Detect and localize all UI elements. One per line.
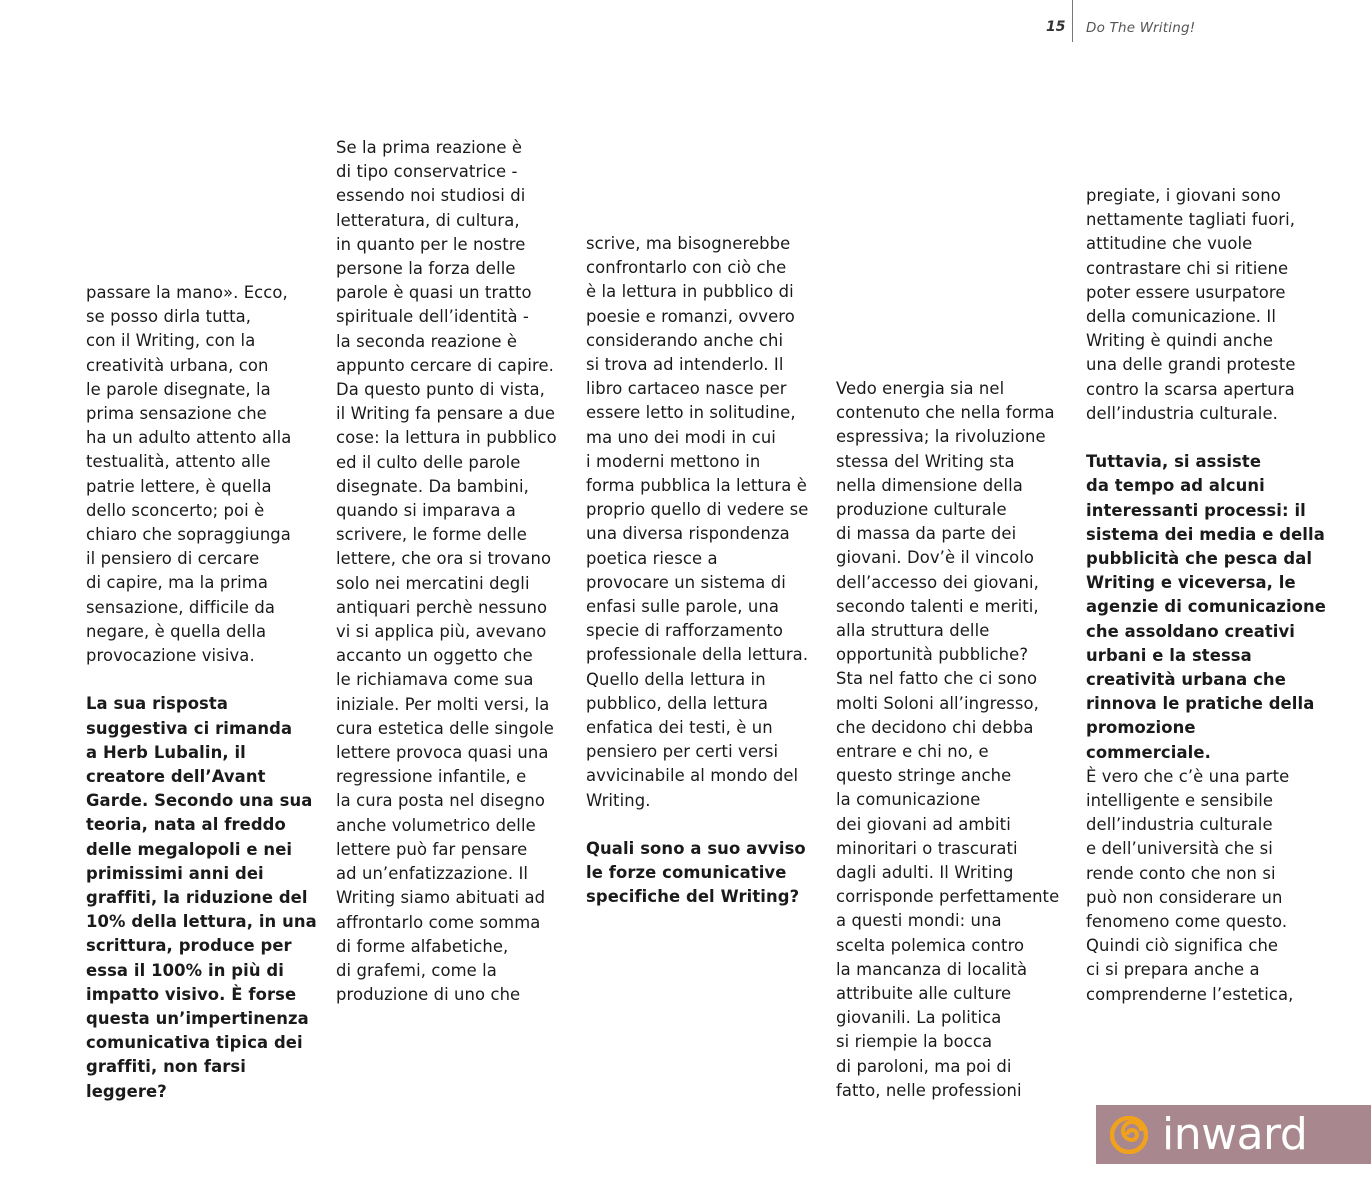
text-column-1: [86, 281, 326, 1104]
paragraph: pregiate, i giovani sono nettamente tagliati fuori, attitudine che vuole contrastare chi si ritiene poter essere usurpatore della comunicazione. Il Writing è quindi anche una delle grandi proteste contro la scarsa apertura dell’industria culturale.: [1086, 186, 1296, 423]
logo-wordmark: inward: [1162, 1109, 1308, 1160]
page-number: 15: [1046, 19, 1066, 35]
paragraph: passare la mano». Ecco, se posso dirla tutta, con il Writing, con la creatività urbana, con le parole disegnate, la prima sensazione che ha un adulto attento alla testualità, attento alle patrie lettere, è quella dello sconcerto; poi è chiaro che sopraggiunga il pensiero di cercare di capire, ma la prima sensazione, difficile da negare, è quella della provocazione visiva.: [86, 283, 292, 666]
interview-question: Quali sono a suo avviso le forze comunicative specifiche del Writing?: [586, 839, 806, 907]
page-header: [1040, 0, 1340, 42]
text-column-2: [336, 136, 576, 1007]
paragraph: Se la prima reazione è di tipo conservatrice - essendo noi studiosi di letteratura, di cultura, in quanto per le nostre persone la forza delle parole è quasi un tratto spirituale dell’identità - la seconda reazione è appunto cercare di capire. Da questo punto di vista, il Writing fa pensare a due cose: la lettura in pubblico ed il culto delle parole disegnate. Da bambini, quando si imparava a scrivere, le forme delle lettere, che ora si trovano solo nei mercatini degli antiquari perchè nessuno vi si applica più, avevano accanto un oggetto che le richiamava come sua iniziale. Per molti versi, la cura estetica delle singole lettere provoca quasi una regressione infantile, e la cura posta nel disegno anche volumetrico delle lettere può far pensare ad un’enfatizzazione. Il Writing siamo abituati ad affrontarlo come somma di forme alfabetiche, di grafemi, come la produzione di uno che: [336, 138, 557, 1005]
inward-logo: [1096, 1105, 1371, 1164]
running-title: Do The Writing!: [1086, 20, 1196, 36]
interview-question: Tuttavia, si assiste da tempo ad alcuni interessanti processi: il sistema dei media e della pubblicità che pesca dal Writing e viceversa, le agenzie di comunicazione che assoldano creativi urbani e la stessa creatività urbana che rinnova le pratiche della promozione commerciale.: [1086, 452, 1327, 762]
paragraph: È vero che c’è una parte intelligente e sensibile dell’industria culturale e dell’università che si rende conto che non si può non considerare un fenomeno come questo. Quindi ciò significa che ci si prepara anche a comprenderne l’estetica,: [1086, 766, 1294, 1004]
text-column-4: [836, 377, 1076, 1103]
text-column-3: [586, 232, 826, 910]
spiral-icon: [1110, 1116, 1148, 1154]
paragraph: Vedo energia sia nel contenuto che nella forma espressiva; la rivoluzione stessa del Writing sta nella dimensione della produzione culturale di massa da parte dei giovani. Dov’è il vincolo dell’accesso dei giovani, secondo talenti e meriti, alla struttura delle opportunità pubbliche? Sta nel fatto che ci sono molti Soloni all’ingresso, che decidono chi debba entrare e chi no, e questo stringe anche la comunicazione dei giovani ad ambiti minoritari o trascurati dagli adulti. Il Writing corrisponde perfettamente a questi mondi: una scelta polemica contro la mancanza di località attribuite alle culture giovanili. La politica si riempie la bocca di paroloni, ma poi di fatto, nelle professioni: [836, 379, 1060, 1100]
text-column-5: [1086, 184, 1326, 1007]
header-divider: [1072, 0, 1073, 42]
paragraph: scrive, ma bisognerebbe confrontarlo con ciò che è la lettura in pubblico di poesie e romanzi, ovvero considerando anche chi si trova ad intenderlo. Il libro cartaceo nasce per essere letto in solitudine, ma uno dei modi in cui i moderni mettono in forma pubblica la lettura è proprio quello di vedere se una diversa rispondenza poetica riesce a provocare un sistema di enfasi sulle parole, una specie di rafforzamento professionale della lettura. Quello della lettura in pubblico, della lettura enfatica dei testi, è un pensiero per certi versi avvicinabile al mondo del Writing.: [586, 234, 809, 810]
interview-question: La sua risposta suggestiva ci rimanda a Herb Lubalin, il creatore dell’Avant Garde. Secondo una sua teoria, nata al freddo delle megalopoli e nei primissimi anni dei graffiti, la riduzione del 10% della lettura, in una scrittura, produce per essa il 100% in più di impatto visivo. È forse questa un’impertinenza comunicativa tipica dei graffiti, non farsi leggere?: [86, 694, 317, 1101]
